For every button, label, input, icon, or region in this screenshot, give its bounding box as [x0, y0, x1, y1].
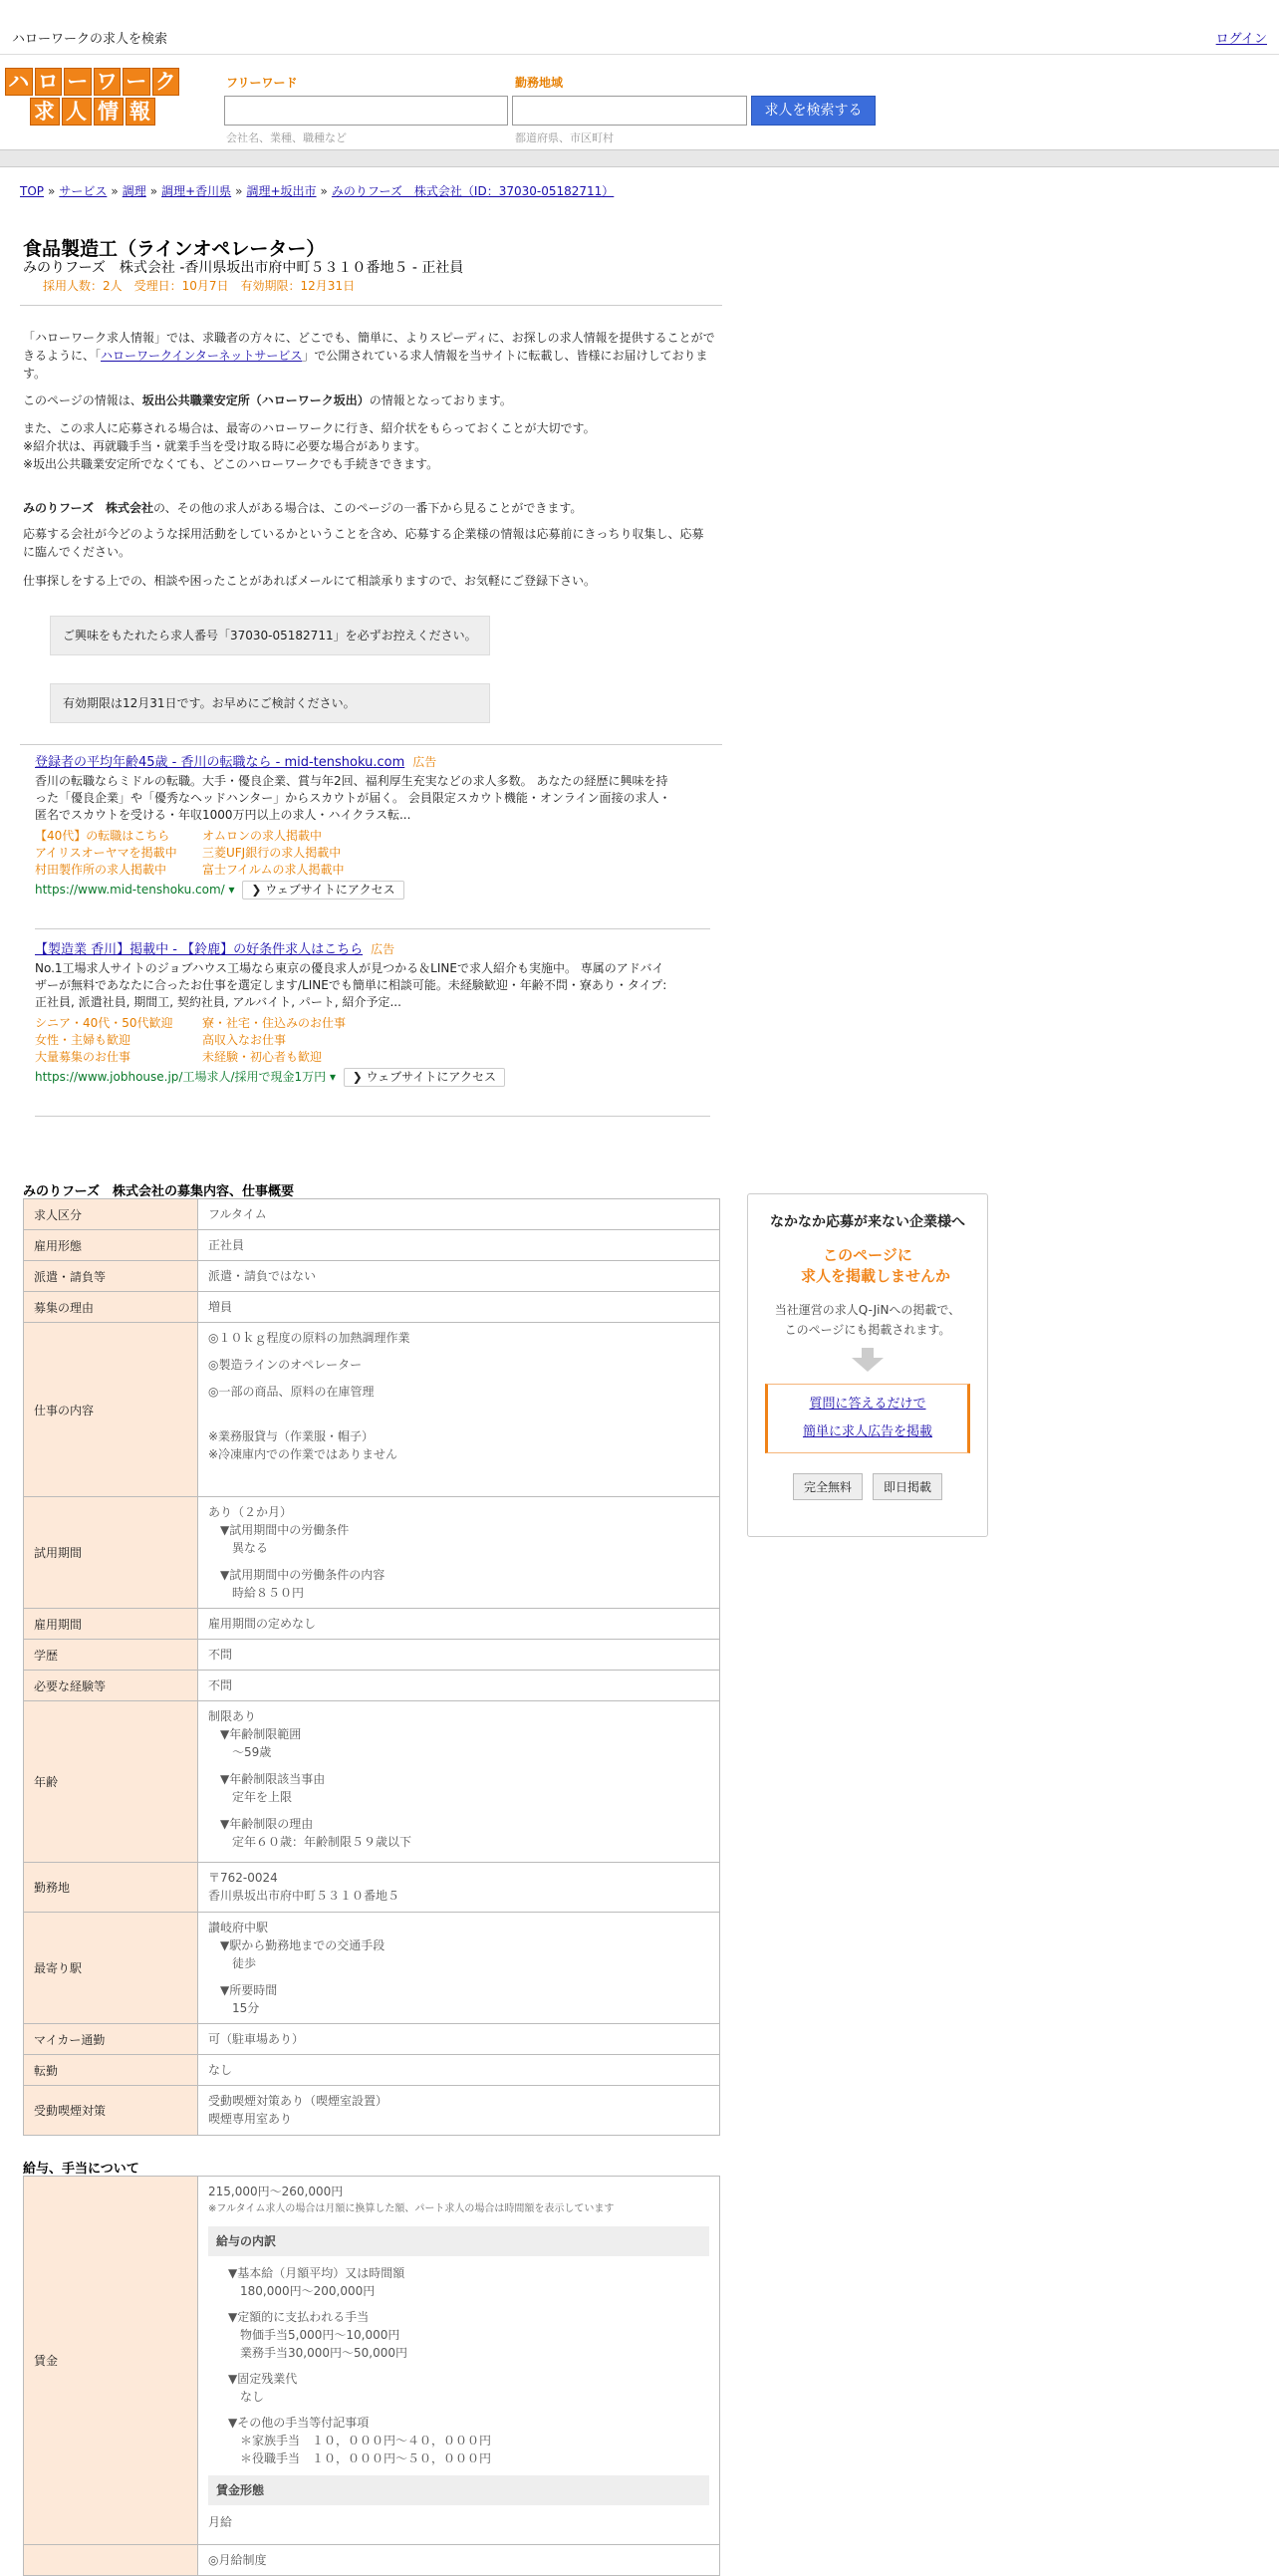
intro-paragraph-2: [23, 391, 715, 409]
intro-line: ※紹介状は、再就職手当・就業手当を受け取る時に必要な場合があります。: [23, 439, 427, 453]
job-subtitle: みのりフーズ 株式会社 -香川県坂出市府中町５３１０番地５ - 正社員: [23, 260, 464, 276]
breakdown-line: ▼固定残業代: [216, 2372, 298, 2386]
row-value: [198, 2055, 720, 2086]
recruitment-section-title: みのりフーズ 株式会社の募集内容、仕事概要: [23, 1184, 294, 1199]
ad-description: No.1工場求人サイトのジョブハウス工場なら東京の優良求人が見つかる＆LINEで求人紹介も実施中。 専属のアドバイザーが無料であなたに合ったお仕事を選定します/LINEでも簡単に相談可能。未経験歓迎・年齢不問・寮あり・タイプ: 正社員, 派遣社員, 期間工, 契約社員, アルバイト, パート, 紹介予定...: [35, 961, 667, 1009]
breakdown-line: ＊役職手当 １０，０００円〜５０，０００円: [216, 2451, 492, 2465]
company-name: みのりフーズ 株式会社: [23, 501, 154, 515]
row-value: [198, 2177, 720, 2545]
value-line: 受動喫煙対策あり（喫煙室設置）: [208, 2094, 388, 2108]
breadcrumb-sep: »: [149, 184, 158, 198]
keyword-label: フリーワード: [226, 76, 298, 90]
intro-paragraph-5: 応募する会社が今どのような採用活動をしているかということを含め、応募する企業様の情報は応募前にきっちり収集し、応募に臨んでください。: [23, 527, 704, 559]
row-label: 派遣・請負等: [24, 1261, 198, 1292]
advertise-promo-box: [747, 1193, 988, 1537]
divider: [20, 305, 722, 306]
row-label: 賃金: [24, 2177, 198, 2545]
breadcrumb-sep: »: [111, 184, 119, 198]
value-line: [208, 1761, 709, 1770]
salary-breakdown: [208, 2264, 709, 2467]
salary-section-title: 給与、手当について: [23, 2162, 139, 2177]
value-line: [208, 1410, 709, 1418]
row-label: 最寄り駅: [24, 1913, 198, 2024]
breakdown-line: [208, 2406, 709, 2414]
value-line: [208, 1418, 709, 1427]
table-row: [24, 1261, 720, 1292]
row-label: 必要な経験等: [24, 1671, 198, 1701]
value-line: 制限あり: [208, 1709, 257, 1723]
visit-website-button[interactable]: ❯ ウェブサイトにアクセス: [242, 881, 403, 900]
breakdown-heading: 給与の内訳: [208, 2226, 709, 2256]
intro-text: 」で公開されている求人情報を当サイトに転載し、皆様にお届けしております。: [23, 349, 708, 381]
value-line: 〜59歳: [208, 1745, 272, 1759]
table-row: [24, 1199, 720, 1230]
value-line: ▼年齢制限該当事由: [208, 1772, 326, 1786]
value-line: 香川県坂出市府中町５３１０番地５: [208, 1889, 400, 1903]
breakdown-line: なし: [216, 2390, 265, 2404]
breakdown-line: ▼基本給（月額平均）又は時間額: [216, 2266, 405, 2280]
value-line: [208, 1806, 709, 1815]
intro-line: また、この求人に応募される場合は、最寄のハローワークに行き、紹介状をもらっておくことが大切です。: [23, 421, 596, 435]
row-label: 仕事の内容: [24, 1323, 198, 1497]
row-label: 学歴: [24, 1640, 198, 1671]
value-line: ◎製造ラインのオペレーター: [208, 1358, 363, 1372]
breadcrumb-service[interactable]: サービス: [59, 184, 108, 198]
divider: [20, 744, 722, 745]
breadcrumb-sep: »: [320, 184, 328, 198]
value-line: 15分: [208, 2001, 260, 2015]
office-name: 坂出公共職業安定所（ハローワーク坂出）: [141, 393, 370, 407]
table-row: [24, 1292, 720, 1323]
row-value: [198, 2024, 720, 2055]
job-details-table: [23, 1198, 720, 2136]
keyword-hint: 会社名、業種、職種など: [226, 131, 347, 144]
promo-link-questions[interactable]: 質問に答えるだけで: [809, 1397, 926, 1412]
value-line: ※業務服貸与（作業服・帽子）: [208, 1429, 375, 1443]
value-line: 喫煙専用室あり: [208, 2112, 293, 2126]
breadcrumb-cooking-kagawa[interactable]: 調理+香川県: [161, 184, 232, 198]
same-day-badge-button[interactable]: 即日掲載: [873, 1473, 942, 1500]
row-label: 募集の理由: [24, 1292, 198, 1323]
breakdown-line: ▼その他の手当等付記事項: [216, 2416, 370, 2430]
breakdown-line: ＊家族手当 １０，０００円〜４０，０００円: [216, 2434, 492, 2447]
value-line: ▼試用期間中の労働条件: [208, 1523, 350, 1537]
value-line: [208, 1347, 709, 1356]
ad-description: 香川の転職ならミドルの転職。大手・優良企業、賞与年2回、福利厚生充実などの求人多数。 あなたの経歴に興味を持った「優良企業」や「優秀なヘッドハンター」からスカウトが届く。 会員限定スカウト機能・オンライン面接の求人・匿名でスカウトを受ける・年収1000万円以上の求人・ハイクラス転...: [35, 774, 671, 822]
down-arrow-icon: [852, 1348, 884, 1372]
breakdown-line: 180,000円〜200,000円: [216, 2284, 376, 2298]
job-meta: 採用人数：2人 受理日：10月7日 有効期限：12月31日: [43, 279, 356, 293]
row-value: [198, 1913, 720, 2024]
breakdown-line: 業務手当30,000円〜50,000円: [216, 2346, 407, 2360]
table-row: [24, 1671, 720, 1701]
promo-link-box: [765, 1384, 970, 1453]
ad-block-2: 【製造業 香川】掲載中 - 【鈴鹿】の好条件求人はこちら 広告 No.1工場求人サイトのジョブハウス工場なら東京の優良求人が見つかる＆LINEで求人紹介も実施中。 専属のアドバイザーが無料であなたに合ったお仕事を選定します/LINEでも簡単に相談可能。未経験歓迎・年齢不問・寮あり・タイプ: 正社員, 派遣社員, 期間工, 契約社員, アルバイト, パート, 紹介予定... シニア・40代・50代歓迎 寮・社宅・住込みのお仕事 女性・主婦も歓迎 高収入なお仕事 大量募集のお仕事 未経験・初心者も歓迎 https://www.jobhouse.jp/工場求人/採用で現金1万円 ▾ ❯ ウェブサイトにアクセス: [35, 941, 672, 1087]
logo-char: ー: [64, 68, 92, 96]
row-value: [198, 1323, 720, 1497]
breadcrumb-cooking-sakaide[interactable]: 調理+坂出市: [246, 184, 317, 198]
divider-band: [0, 149, 1279, 167]
table-row: [24, 2055, 720, 2086]
breadcrumb-sep: »: [235, 184, 243, 198]
row-label: 雇用形態: [24, 1230, 198, 1261]
area-input[interactable]: [512, 96, 747, 126]
divider: [35, 1116, 710, 1117]
keyword-input[interactable]: [224, 96, 508, 126]
row-value: [198, 1497, 720, 1609]
ad-sitelink[interactable]: 高収入なお仕事: [202, 1033, 287, 1047]
ad-sitelink[interactable]: 未経験・初心者も歓迎: [202, 1050, 323, 1064]
value-line: ▼所要時間: [208, 1983, 278, 1997]
value-line: ※冷凍庫内での作業ではありません: [208, 1447, 398, 1461]
row-label: 試用期間: [24, 1497, 198, 1609]
search-button[interactable]: 求人を検索する: [751, 96, 876, 126]
logo-char: ワ: [94, 68, 122, 96]
breakdown-line: 物価手当5,000円〜10,000円: [216, 2328, 400, 2342]
value-line: 讃岐府中駅: [208, 1921, 269, 1934]
login-link[interactable]: ログイン: [1215, 32, 1267, 47]
value-line: ▼年齢制限範囲: [208, 1727, 302, 1741]
table-row: [24, 1640, 720, 1671]
divider: [35, 928, 710, 929]
value-line: 正社員: [208, 1238, 245, 1252]
logo-char: ロ: [35, 68, 63, 96]
value-line: [208, 1557, 709, 1566]
table-row: [24, 1913, 720, 2024]
logo-char: ー: [123, 68, 150, 96]
promo-body-line: 当社運営の求人Q-JiNへの掲載で、: [774, 1303, 961, 1317]
intro-paragraph-4: [23, 499, 715, 517]
promo-link-post-ad[interactable]: 簡単に求人広告を掲載: [802, 1424, 932, 1439]
logo-char: 情: [94, 98, 124, 126]
breadcrumb-cooking[interactable]: 調理: [122, 184, 146, 198]
row-value: [198, 1230, 720, 1261]
value-line: [208, 1401, 709, 1410]
value-line: 可（駐車場あり）: [208, 2032, 305, 2046]
free-badge-button[interactable]: 完全無料: [793, 1473, 863, 1500]
ad-sitelink[interactable]: 女性・主婦も歓迎: [35, 1033, 131, 1047]
table-row: [24, 2545, 720, 2576]
promo-highlight-line: このページに: [823, 1246, 912, 1264]
breakdown-line: ▼定額的に支払われる手当: [216, 2310, 370, 2324]
table-row: [24, 2024, 720, 2055]
breakdown-line: [208, 2362, 709, 2370]
value-line: 徒歩: [208, 1956, 257, 1970]
hellowork-internet-link[interactable]: ハローワークインターネットサービス: [101, 349, 303, 363]
ad-title[interactable]: 登録者の平均年齢45歳 - 香川の転職なら - mid-tenshoku.com: [35, 755, 405, 770]
table-row: [24, 1609, 720, 1640]
breadcrumb: [20, 182, 614, 199]
intro-paragraph-3: [23, 419, 715, 473]
value-line: なし: [208, 2063, 233, 2077]
intro-paragraph-1: [23, 329, 715, 383]
breadcrumb-sep: »: [48, 184, 56, 198]
table-row: [24, 1230, 720, 1261]
ad-block-1: 登録者の平均年齢45歳 - 香川の転職なら - mid-tenshoku.com 広告 香川の転職ならミドルの転職。大手・優良企業、賞与年2回、福利厚生充実などの求人多数。 あなたの経歴に興味を持った「優良企業」や「優秀なヘッドハンター」からスカウトが届く。 会員限定スカウト機能・オンライン面接の求人・匿名でスカウトを受ける・年収1000万円以上の求人・ハイクラス転... 【40代】の転職はこちら オムロンの求人掲載中 アイリスオーヤマを掲載中 三菱UFJ銀行の求人掲載中 村田製作所の求人掲載中 富士フイルムの求人掲載中 https://www.mid-tenshoku.com/ ▾ ❯ ウェブサイトにアクセス: [35, 754, 672, 900]
row-label: [24, 2545, 198, 2576]
value-line: 派遣・請負ではない: [208, 1269, 317, 1283]
row-label: マイカー通勤: [24, 2024, 198, 2055]
breadcrumb-company[interactable]: みのりフーズ 株式会社（ID：37030-05182711）: [331, 184, 615, 198]
ad-badge: 広告: [412, 755, 437, 769]
site-title: ハローワークの求人を検索: [12, 32, 168, 47]
row-value: [198, 1261, 720, 1292]
ad-badge: 広告: [371, 942, 395, 956]
table-row: [24, 1497, 720, 1609]
value-line: 不問: [208, 1678, 233, 1692]
ad-sitelink[interactable]: 寮・社宅・住込みのお仕事: [202, 1016, 347, 1030]
row-value: [198, 1671, 720, 1701]
value-line: 不問: [208, 1648, 233, 1662]
value-line: 定年６０歳：年齢制限５９歳以下: [208, 1835, 412, 1849]
area-hint: 都道府県、市区町村: [515, 131, 614, 144]
intro-text: 「ハローワーク求人情報」では、求職者の方々に、どこでも、簡単に、よりスピーディに、お探しの求人情報を提供することができるように、「: [23, 331, 715, 363]
value-line: ▼年齢制限の理由: [208, 1817, 314, 1831]
value-line: [208, 1374, 709, 1383]
ad-sitelink[interactable]: シニア・40代・50代歓迎: [35, 1016, 173, 1030]
table-row: [24, 2177, 720, 2545]
value-line: あり（２か月）: [208, 1505, 293, 1519]
visit-website-button[interactable]: ❯ ウェブサイトにアクセス: [344, 1068, 505, 1087]
value-line: [208, 1972, 709, 1981]
logo-char: 求: [30, 98, 60, 126]
value-line: 雇用期間の定めなし: [208, 1617, 317, 1631]
row-label: 雇用期間: [24, 1609, 198, 1640]
logo-char: ハ: [5, 68, 33, 96]
ad-sitelink[interactable]: 三菱UFJ銀行の求人掲載中: [202, 846, 342, 860]
breadcrumb-top[interactable]: TOP: [20, 184, 45, 198]
row-label: 勤務地: [24, 1863, 198, 1913]
ad-sitelink[interactable]: 富士フイルムの求人掲載中: [202, 863, 345, 877]
ad-sitelink[interactable]: アイリスオーヤマを掲載中: [35, 846, 177, 860]
row-value: [198, 2086, 720, 2136]
value-line: ◎１０ｋｇ程度の原料の加熱調理作業: [208, 1331, 410, 1345]
table-row: [24, 1863, 720, 1913]
hellowork-logo[interactable]: [5, 68, 179, 124]
value-line: ◎一部の商品、原料の在庫管理: [208, 1385, 375, 1399]
logo-char: 報: [126, 98, 155, 126]
promo-heading: なかなか応募が来ない企業様へ: [770, 1214, 965, 1230]
job-title: 食品製造工（ラインオペレーター）: [23, 238, 326, 260]
ad-sitelink[interactable]: 村田製作所の求人掲載中: [35, 863, 167, 877]
row-value: [198, 1199, 720, 1230]
promo-body: [748, 1300, 987, 1340]
deadline-notice: 有効期限は12月31日です。お早めにご検討ください。: [50, 683, 490, 723]
row-value: ◎月給制度: [198, 2545, 720, 2576]
table-row: [24, 2086, 720, 2136]
value-line: 時給８５０円: [208, 1586, 305, 1600]
intro-text: の、その他の求人がある場合は、このページの一番下から見ることができます。: [153, 501, 583, 515]
ad-sitelink[interactable]: 【40代】の転職はこちら: [35, 829, 170, 843]
salary-note: ※フルタイム求人の場合は月額に換算した額、パート求人の場合は時間額を表示しています: [208, 2203, 615, 2214]
ad-title[interactable]: 【製造業 香川】掲載中 - 【鈴鹿】の好条件求人はこちら: [35, 942, 364, 957]
salary-range: 215,000円〜260,000円: [208, 2185, 344, 2198]
intro-paragraph-6: 仕事探しをする上での、相談や困ったことがあればメールにて相談承りますので、お気軽にご登録下さい。: [23, 574, 597, 588]
top-bar: [0, 0, 1279, 55]
value-line: 増員: [208, 1300, 233, 1314]
row-value: [198, 1292, 720, 1323]
salary-table: [23, 2176, 720, 2576]
wage-form-heading: 賃金形態: [208, 2475, 709, 2505]
logo-char: ク: [152, 68, 180, 96]
value-line: 定年を上限: [208, 1790, 293, 1804]
wage-form: 月給: [208, 2515, 233, 2529]
logo-char: 人: [62, 98, 92, 126]
table-row: [24, 1701, 720, 1863]
ad-url[interactable]: https://www.jobhouse.jp/工場求人/採用で現金1万円: [35, 1070, 327, 1084]
breakdown-line: [208, 2300, 709, 2308]
promo-highlight: [748, 1245, 987, 1287]
row-value: [198, 1701, 720, 1863]
value-line: ▼試用期間中の労働条件の内容: [208, 1568, 385, 1582]
value-line: ▼駅から勤務地までの交通手段: [208, 1938, 385, 1952]
intro-line: ※坂出公共職業安定所でなくても、どこのハローワークでも手続きできます。: [23, 457, 439, 471]
row-value: [198, 1863, 720, 1913]
row-label: 受動喫煙対策: [24, 2086, 198, 2136]
intro-text: このページの情報は、: [23, 393, 142, 407]
row-value: [198, 1609, 720, 1640]
ad-sitelink[interactable]: 大量募集のお仕事: [35, 1050, 131, 1064]
area-label: 勤務地域: [515, 76, 564, 90]
ad-url[interactable]: https://www.mid-tenshoku.com/: [35, 883, 225, 897]
promo-highlight-line: 求人を掲載しませんか: [800, 1267, 950, 1285]
row-label: 年齢: [24, 1701, 198, 1863]
row-label: 転勤: [24, 2055, 198, 2086]
ad-sitelink[interactable]: オムロンの求人掲載中: [202, 829, 323, 843]
promo-body-line: このページにも掲載されます。: [784, 1323, 951, 1337]
value-line: フルタイム: [208, 1207, 267, 1221]
value-line: 〒762-0024: [208, 1871, 278, 1885]
value-line: 異なる: [208, 1541, 269, 1555]
row-label: 求人区分: [24, 1199, 198, 1230]
row-value: [198, 1640, 720, 1671]
table-row: [24, 1323, 720, 1497]
intro-text: の情報となっております。: [369, 393, 512, 407]
job-number-notice: ご興味をもたれたら求人番号「37030-05182711」を必ずお控えください。: [50, 616, 490, 655]
